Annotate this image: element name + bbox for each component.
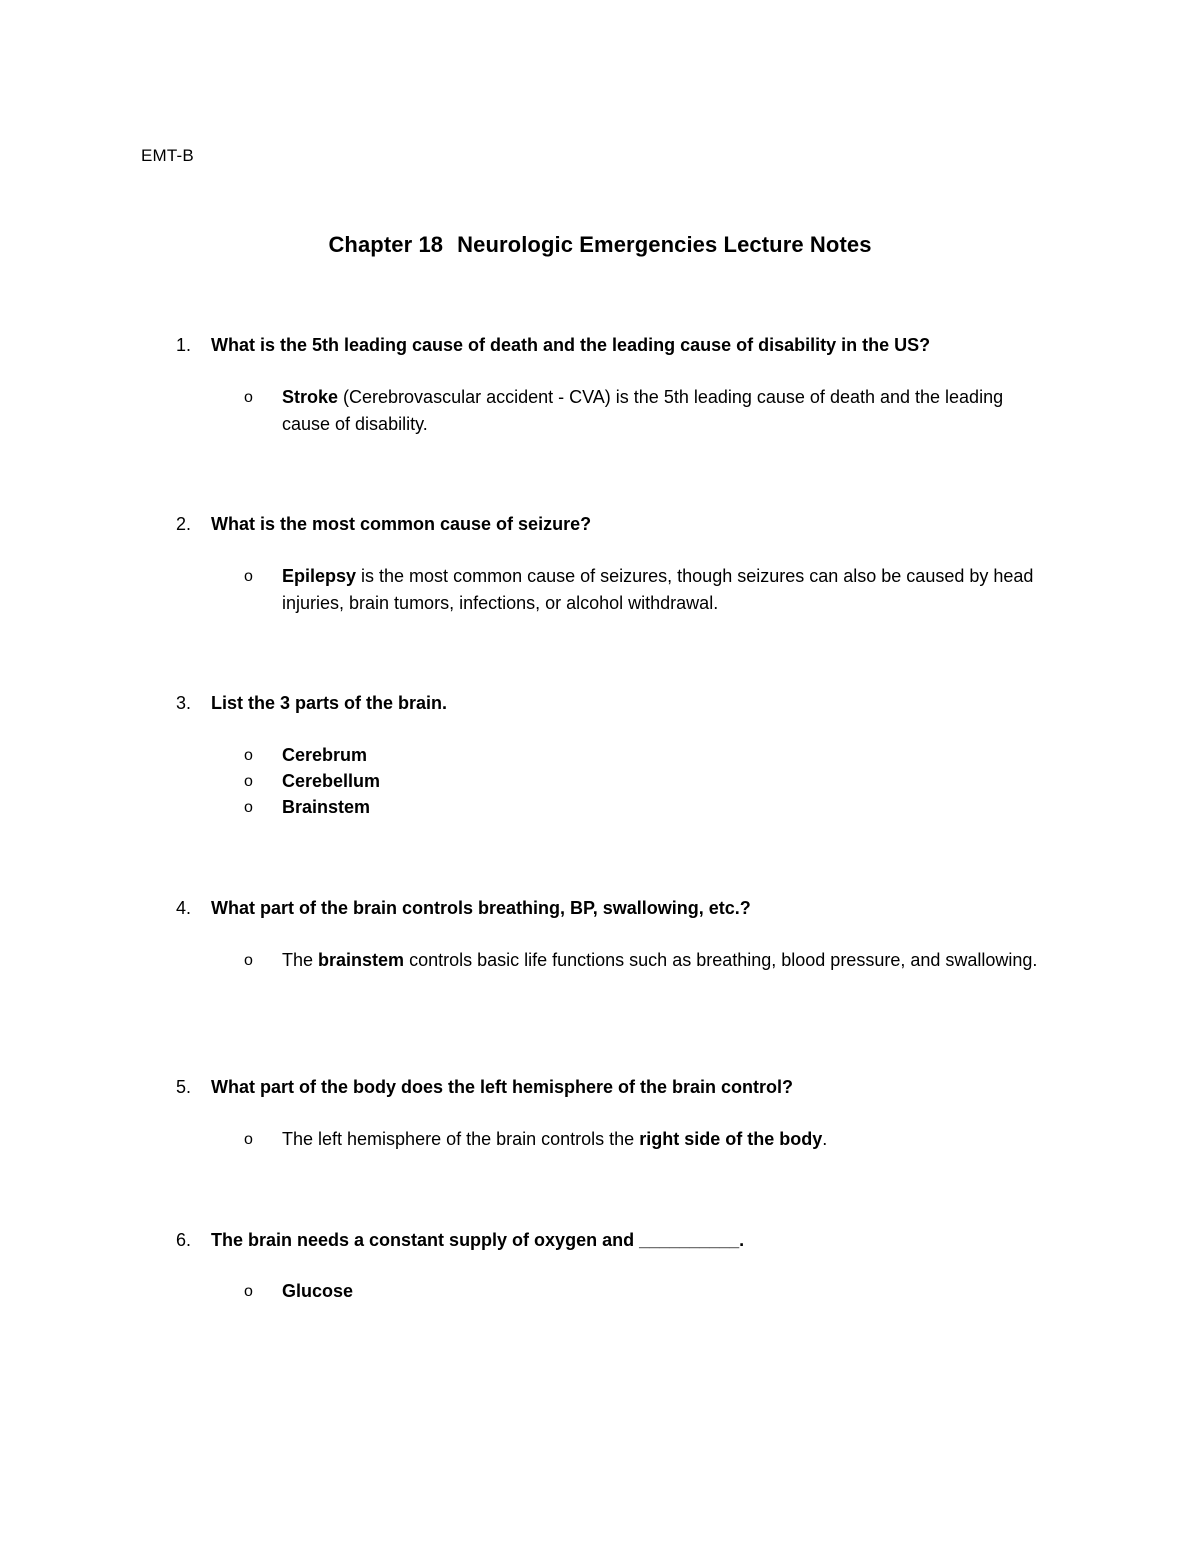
answer-text: controls basic life functions such as breathing, blood pressure, and swallowing. (404, 950, 1038, 970)
hollow-circle-bullet-icon: o (244, 1131, 253, 1148)
page-title (0, 232, 1200, 258)
answer-keyword: Brainstem (282, 797, 371, 817)
hollow-circle-bullet-icon: o (244, 952, 253, 969)
answer-3a (244, 742, 1044, 769)
question-text: What is the 5th leading cause of death and the leading cause of disability in the US? (211, 335, 931, 355)
answer-4 (244, 947, 1044, 974)
answer-3b (244, 768, 1044, 795)
hollow-circle-bullet-icon: o (244, 747, 253, 764)
question-number: 2. (176, 514, 192, 534)
question-4 (176, 896, 751, 920)
answer-text: (Cerebrovascular accident - CVA) is the 5th leading cause of death and the leading cause of disability. (282, 387, 1004, 434)
answer-text: . (822, 1129, 828, 1149)
answer-1 (244, 384, 1044, 438)
question-number: 4. (176, 898, 192, 918)
answer-keyword: Cerebrum (282, 745, 368, 765)
answer-3c (244, 794, 1044, 821)
hollow-circle-bullet-icon: o (244, 799, 253, 816)
title-topic: Neurologic Emergencies Lecture Notes (457, 232, 872, 257)
answer-keyword: Stroke (282, 387, 339, 407)
question-3 (176, 691, 447, 715)
answer-keyword: Cerebellum (282, 771, 381, 791)
answer-keyword: right side of the body (639, 1129, 823, 1149)
answer-keyword: Glucose (282, 1281, 354, 1301)
answer-2 (244, 563, 1044, 617)
answer-text-pre: The (282, 950, 319, 970)
question-number: 5. (176, 1077, 192, 1097)
hollow-circle-bullet-icon: o (244, 568, 253, 585)
answer-keyword: Epilepsy (282, 566, 357, 586)
hollow-circle-bullet-icon: o (244, 1283, 253, 1300)
question-text: What part of the body does the left hemisphere of the brain control? (211, 1077, 794, 1097)
hollow-circle-bullet-icon: o (244, 389, 253, 406)
question-6 (176, 1228, 744, 1252)
title-chapter: Chapter 18 (328, 232, 444, 257)
question-number: 1. (176, 335, 192, 355)
question-text: The brain needs a constant supply of oxygen and __________. (211, 1230, 745, 1250)
answer-keyword: brainstem (318, 950, 405, 970)
question-text: What part of the brain controls breathing, BP, swallowing, etc.? (211, 898, 751, 918)
answer-5 (244, 1126, 1044, 1153)
question-number: 3. (176, 693, 192, 713)
page-header: EMT-B (141, 146, 194, 165)
question-text: What is the most common cause of seizure? (211, 514, 592, 534)
hollow-circle-bullet-icon: o (244, 773, 253, 790)
question-2 (176, 512, 591, 536)
answer-text: is the most common cause of seizures, though seizures can also be caused by head injuries, brain tumors, infections, or alcohol withdrawal. (282, 566, 1034, 613)
question-number: 6. (176, 1230, 192, 1250)
question-1 (176, 333, 930, 357)
answer-6 (244, 1278, 1044, 1305)
question-text: List the 3 parts of the brain. (211, 693, 448, 713)
answer-text-pre: The left hemisphere of the brain controls the (282, 1129, 640, 1149)
question-5 (176, 1075, 793, 1099)
